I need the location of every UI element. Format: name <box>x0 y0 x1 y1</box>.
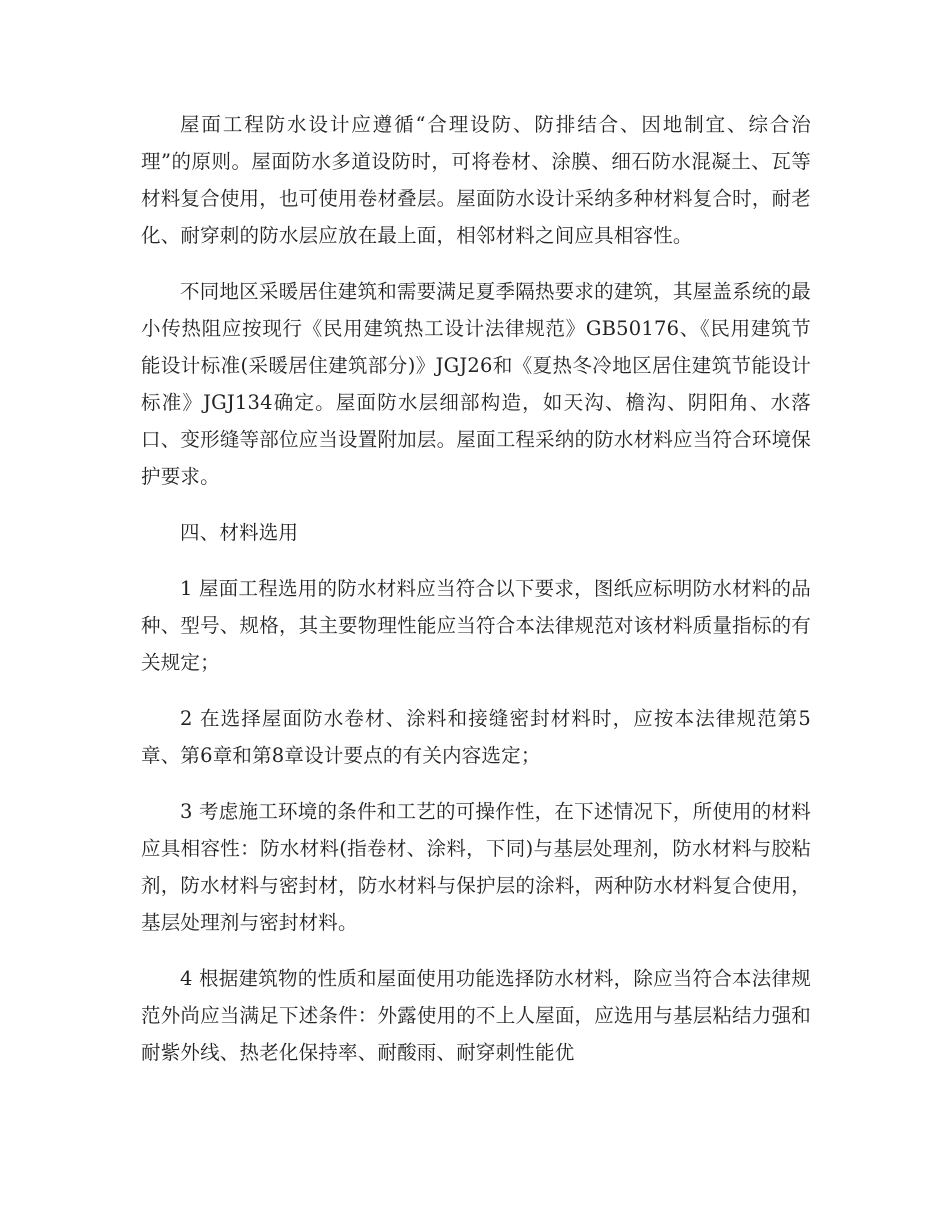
list-item-2: 2 在选择屋面防水卷材、涂料和接缝密封材料时，应按本法律规范第5章、第6章和第8章设计要点的有关内容选定； <box>141 707 811 767</box>
list-item-4: 4 根据建筑物的性质和屋面使用功能选择防水材料，除应当符合本法律规范外尚应当满足下述条件：外露使用的不上人屋面，应选用与基层粘结力强和耐紫外线、热老化保持率、耐酸雨、耐穿刺性能优 <box>141 967 811 1064</box>
list-item-1: 1 屋面工程选用的防水材料应当符合以下要求，图纸应标明防水材料的品种、型号、规格，其主要物理性能应当符合本法律规范对该材料质量指标的有关规定； <box>141 577 811 674</box>
paragraph-roof-waterproof-principles: 屋面工程防水设计应遵循“合理设防、防排结合、因地制宜、综合治理”的原则。屋面防水多道设防时，可将卷材、涂膜、细石防水混凝土、瓦等材料复合使用，也可使用卷材叠层。屋面防水设计采纳多种材料复合时，耐老化、耐穿刺的防水层应放在最上面，相邻材料之间应具相容性。 <box>141 113 811 247</box>
list-item-3: 3 考虑施工环境的条件和工艺的可操作性，在下述情况下，所使用的材料应具相容性：防水材料(指卷材、涂料，下同)与基层处理剂，防水材料与胶粘剂，防水材料与密封材，防水材料与保护层的涂料，两种防水材料复合使用，基层处理剂与密封材料。 <box>141 800 811 934</box>
paragraph-thermal-resistance: 不同地区采暖居住建筑和需要满足夏季隔热要求的建筑，其屋盖系统的最小传热阻应按现行《民用建筑热工设计法律规范》GB50176、《民用建筑节能设计标准(采暖居住建筑部分)》JGJ26和《夏热冬冷地区居住建筑节能设计标准》JGJ134确定。屋面防水层细部构造，如天沟、檐沟、阴阳角、水落口、变形缝等部位应当设置附加层。屋面工程采纳的防水材料应当符合环境保护要求。 <box>141 280 811 488</box>
document-body <box>141 106 811 1090</box>
section-heading-material-selection: 四、材料选用 <box>180 521 299 544</box>
